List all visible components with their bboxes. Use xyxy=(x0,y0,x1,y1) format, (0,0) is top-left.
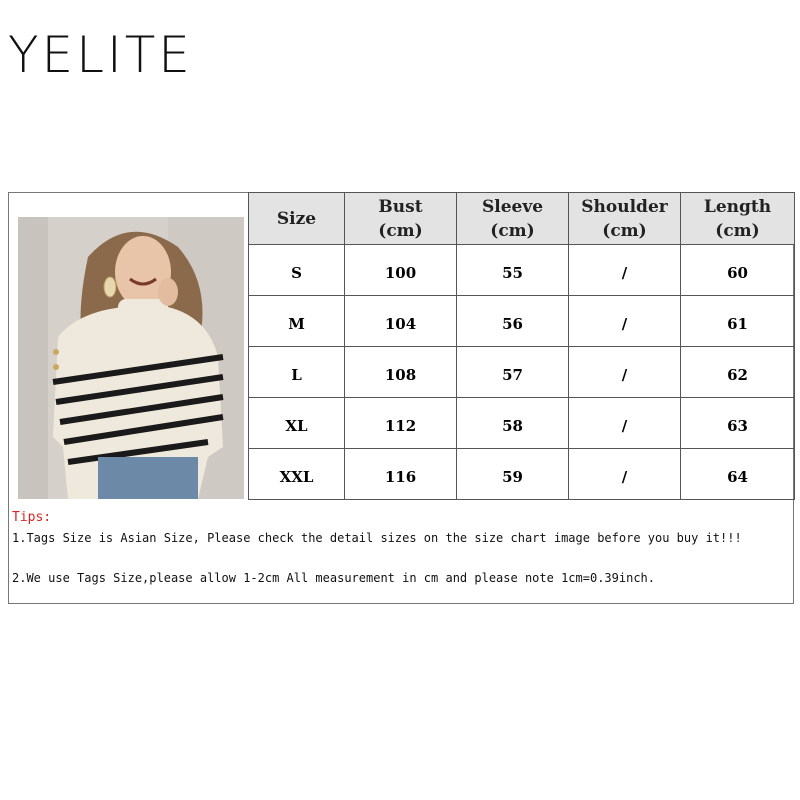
cell-size: XXL xyxy=(249,449,345,500)
cell-shoulder: / xyxy=(569,398,681,449)
model-photo-icon xyxy=(18,217,244,499)
cell-shoulder: / xyxy=(569,296,681,347)
cell-size: S xyxy=(249,245,345,296)
header-length xyxy=(681,193,795,245)
header-bust xyxy=(345,193,457,245)
table-row xyxy=(249,245,795,296)
table-header-row xyxy=(249,193,795,245)
cell-shoulder: / xyxy=(569,449,681,500)
cell-length: 61 xyxy=(681,296,795,347)
header-size-label: Size xyxy=(276,208,317,229)
cell-length: 60 xyxy=(681,245,795,296)
cell-sleeve: 59 xyxy=(457,449,569,500)
cell-sleeve: 58 xyxy=(457,398,569,449)
cell-shoulder: / xyxy=(569,347,681,398)
tip-measurement: 2.We use Tags Size,please allow 1-2cm All measurement in cm and please note 1cm=0.39inch. xyxy=(12,571,655,585)
header-sleeve-unit: (cm) xyxy=(490,220,535,241)
cell-length: 63 xyxy=(681,398,795,449)
cell-sleeve: 56 xyxy=(457,296,569,347)
table-row xyxy=(249,398,795,449)
cell-sleeve: 55 xyxy=(457,245,569,296)
cell-bust: 100 xyxy=(345,245,457,296)
cell-bust: 116 xyxy=(345,449,457,500)
header-shoulder xyxy=(569,193,681,245)
cell-size: XL xyxy=(249,398,345,449)
product-photo xyxy=(18,217,244,499)
tips-section xyxy=(12,510,792,586)
table-row xyxy=(249,296,795,347)
header-length-label: Length xyxy=(703,196,772,217)
tips-title: Tips: xyxy=(12,510,52,525)
cell-shoulder: / xyxy=(569,245,681,296)
header-shoulder-label: Shoulder xyxy=(581,196,668,217)
cell-length: 64 xyxy=(681,449,795,500)
cell-bust: 112 xyxy=(345,398,457,449)
header-shoulder-unit: (cm) xyxy=(602,220,647,241)
cell-size: M xyxy=(249,296,345,347)
cell-sleeve: 57 xyxy=(457,347,569,398)
cell-bust: 108 xyxy=(345,347,457,398)
header-sleeve-label: Sleeve xyxy=(481,196,544,217)
table-row xyxy=(249,347,795,398)
cell-length: 62 xyxy=(681,347,795,398)
header-bust-unit: (cm) xyxy=(378,220,423,241)
size-chart-table xyxy=(248,192,795,500)
cell-size: L xyxy=(249,347,345,398)
header-size xyxy=(249,193,345,245)
tip-asian-size: 1.Tags Size is Asian Size, Please check the detail sizes on the size chart image before you buy it!!! xyxy=(12,531,742,545)
header-bust-label: Bust xyxy=(378,196,423,217)
table-row xyxy=(249,449,795,500)
header-sleeve xyxy=(457,193,569,245)
header-length-unit: (cm) xyxy=(715,220,760,241)
brand-logo: YELITE xyxy=(8,26,193,84)
cell-bust: 104 xyxy=(345,296,457,347)
